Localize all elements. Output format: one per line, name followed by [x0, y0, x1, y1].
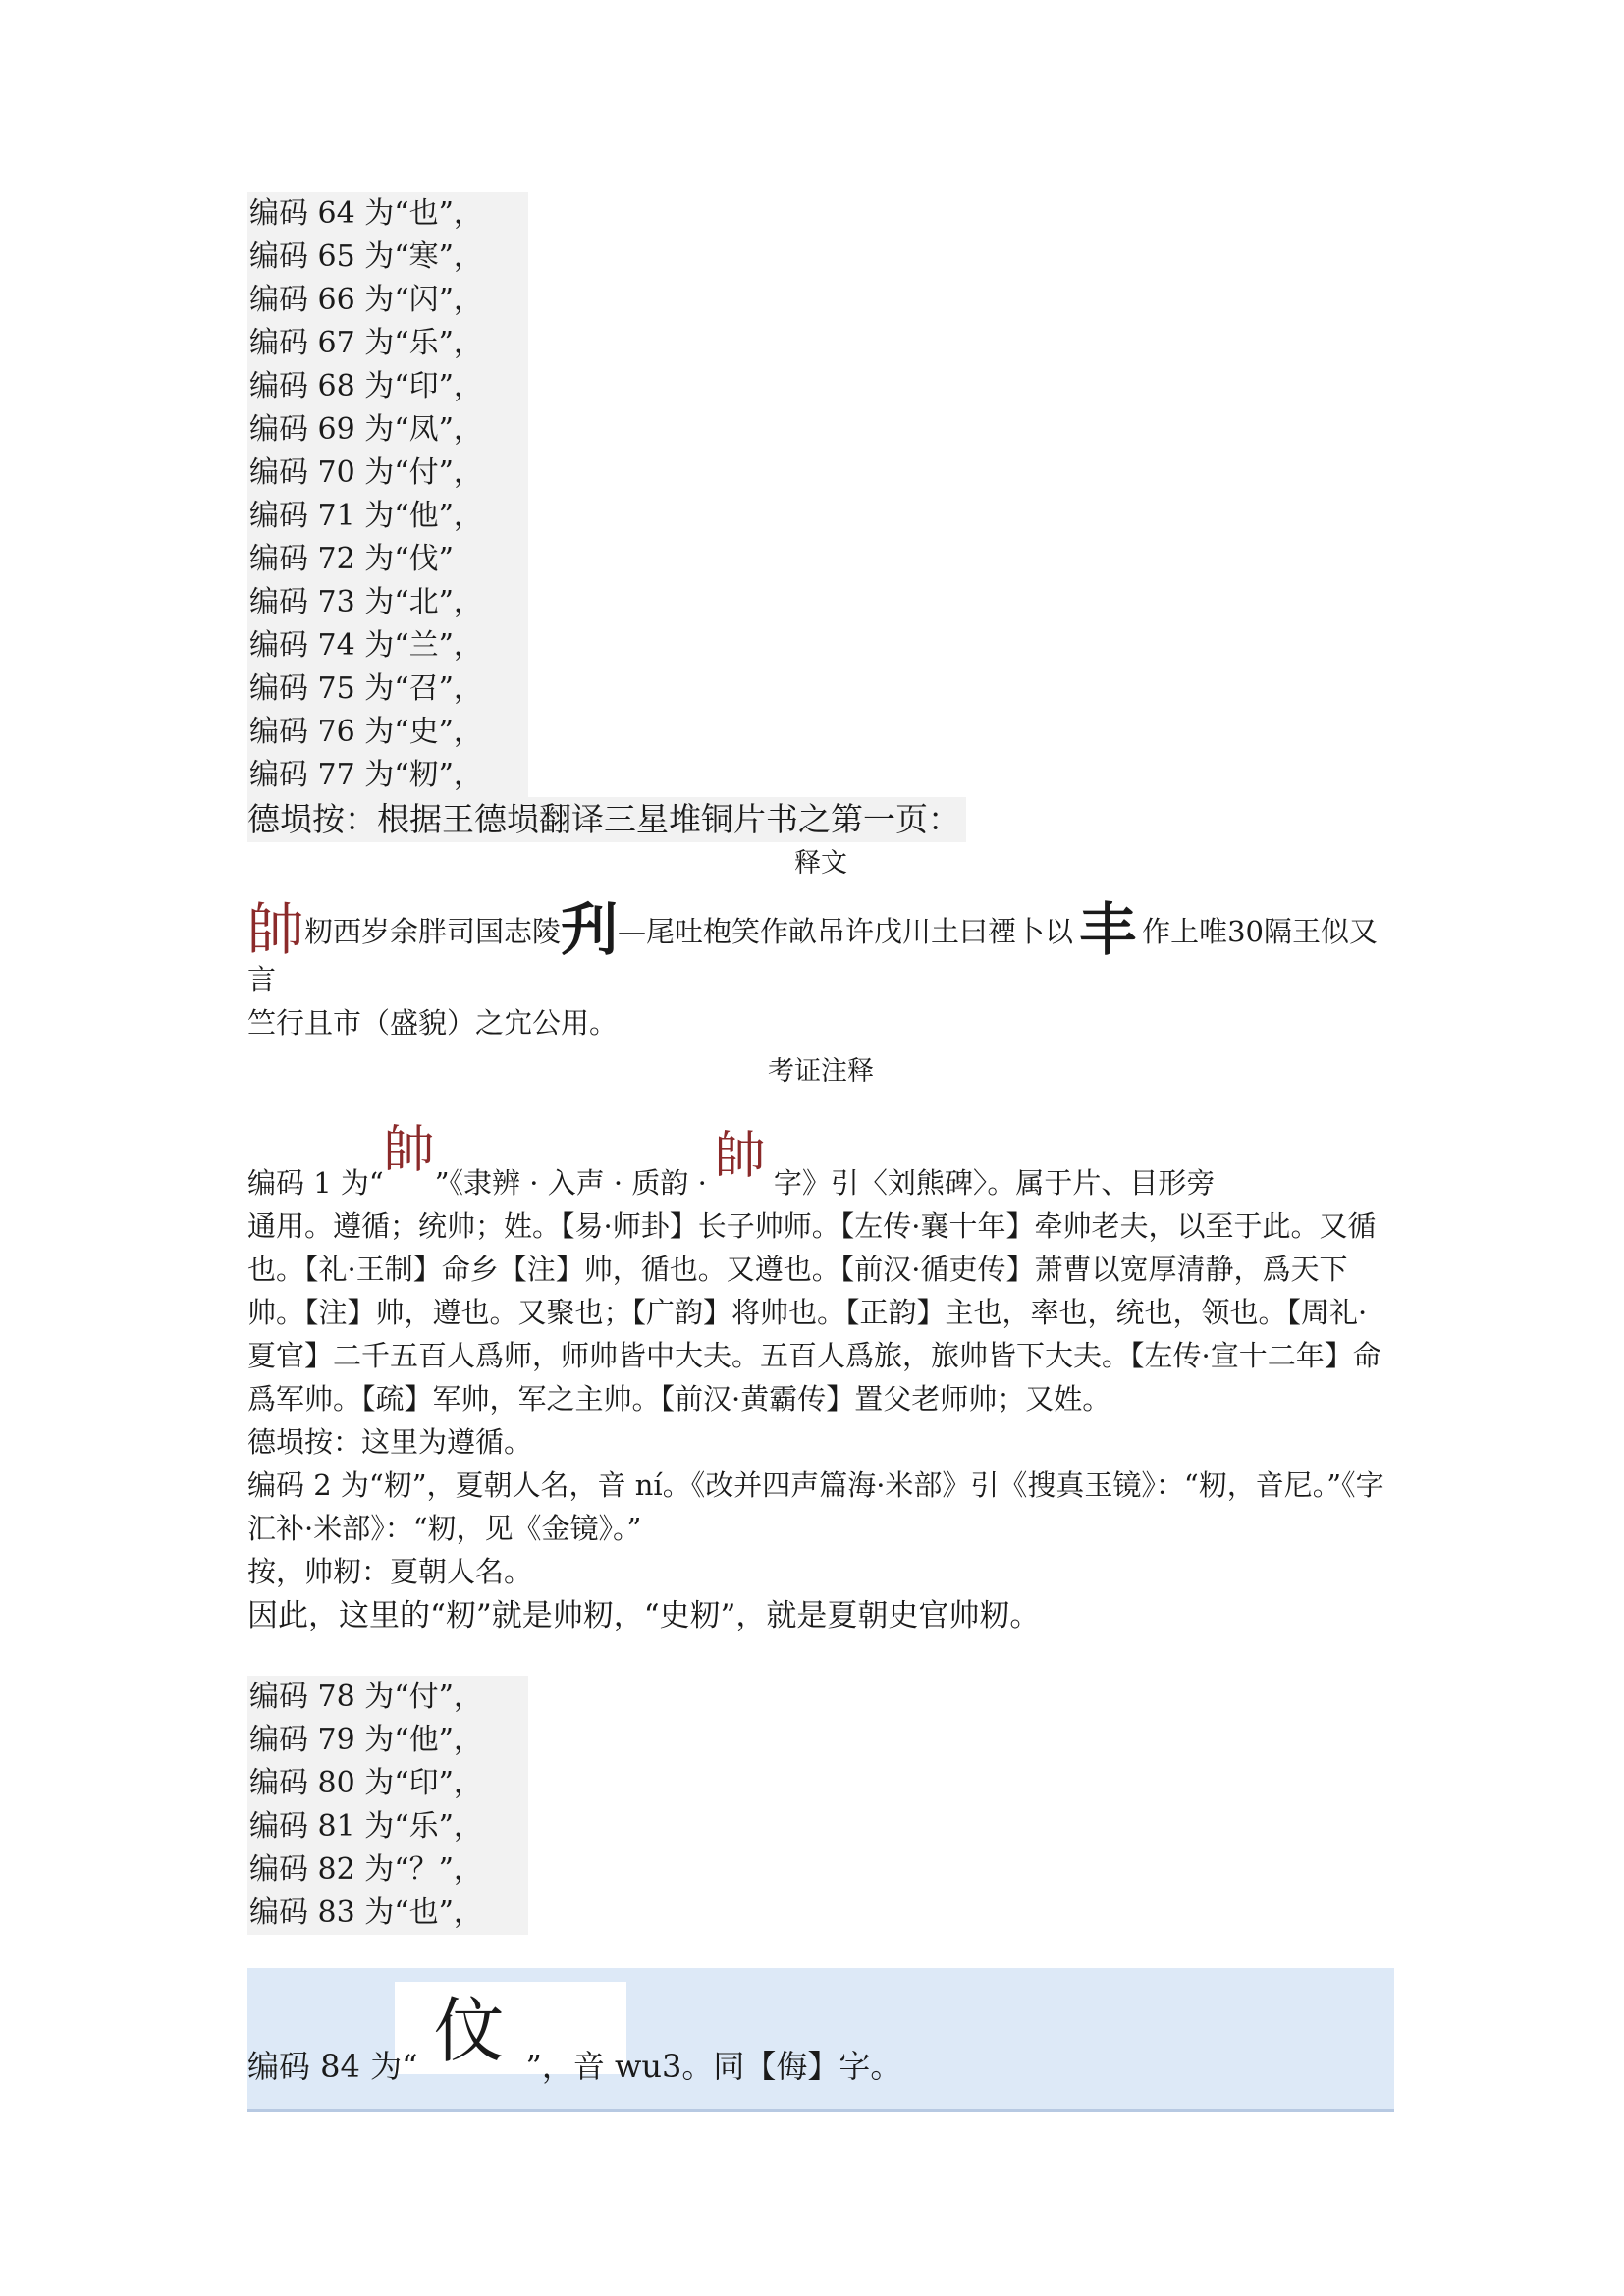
- note-2: 编码 2 为“籾”，夏朝人名，音 ní。《改并四声篇海·米部》引《搜真玉镜》：“籾，音尼。”《字汇补·米部》：“籾，见《金镜》。”: [247, 1468, 1384, 1545]
- code-line: 编码 74 为“兰”，: [249, 628, 483, 663]
- code-line: 编码 67 为“乐”，: [249, 326, 483, 360]
- highlight-box: [247, 1968, 1394, 2112]
- code-line: 编码 78 为“付”，: [249, 1680, 483, 1714]
- seal-glyph: 帥: [714, 1127, 766, 1186]
- note-1-comment: 德埙按：这里为遵循。: [247, 1425, 533, 1459]
- code-84-suffix: ”，音 wu3。同【侮】字。: [525, 2048, 902, 2085]
- code-line: 编码 80 为“印”，: [249, 1766, 483, 1800]
- code-line: 编码 79 为“他”，: [249, 1723, 483, 1757]
- code-line: 编码 70 为“付”，: [249, 455, 483, 490]
- intro-note: 德埙按：根据王德埙翻译三星堆铜片书之第一页：: [247, 797, 966, 842]
- code-list-b: [247, 1676, 528, 1935]
- note-2-comment: 按，帅籾：夏朝人名。: [247, 1555, 533, 1588]
- conclusion: 因此，这里的“籾”就是帅籾，“史籾”，就是夏朝史官帅籾。: [247, 1598, 1041, 1633]
- seal-glyph: 丰: [1079, 896, 1137, 963]
- translation-text: 作上唯30隔王似又言: [247, 915, 1378, 996]
- note-1: [247, 1121, 1394, 1464]
- translation-line-2: 竺行且市（盛貌）之宂公用。: [247, 1006, 619, 1040]
- note-1-body: 通用。遵循；统帅；姓。【易·师卦】长子帅师。【左传·襄十年】牵帅老夫，以至于此。又循也。【礼·王制】命乡【注】帅，循也。又遵也。【前汉·循吏传】萧曹以宽厚清静，爲天下帅。【注】帅，遵也。又聚也；【广韵】将帅也。【正韵】主也，率也，统也，领也。【周礼·夏官】二千五百人爲师，师帅皆中大夫。五百人爲旅，旅帅皆下大夫。【左传·宣十二年】命爲军帅。【疏】军帅，军之主帅。【前汉·黄霸传】置父老师帅；又姓。: [247, 1209, 1381, 1415]
- seal-glyph: 刋: [561, 896, 619, 963]
- note-1-suffix: 字》引〈刘熊碑〉。属于片、目形旁: [773, 1166, 1216, 1200]
- code-line: 编码 82 为“？”，: [249, 1852, 483, 1887]
- code-line: 编码 71 为“他”，: [249, 499, 483, 533]
- code-list-a: [247, 192, 528, 797]
- code-line: 编码 83 为“也”，: [249, 1896, 483, 1930]
- code-line: 编码 65 为“寒”，: [249, 240, 483, 274]
- translation-heading: 释文: [794, 848, 847, 879]
- code-line: 编码 72 为“伐”: [249, 542, 454, 576]
- code-84-block: [247, 1968, 1394, 2109]
- code-line: 编码 77 为“籾”，: [249, 758, 483, 792]
- code-84-prefix: 编码 84 为“: [247, 2048, 418, 2085]
- code-line: 编码 75 为“召”，: [249, 671, 483, 706]
- code-line: 编码 81 为“乐”，: [249, 1809, 483, 1843]
- code-line: 编码 68 为“印”，: [249, 369, 483, 403]
- translation-text: 籾西岁余胖司国志陵: [304, 915, 562, 948]
- code-line: 编码 66 为“闪”，: [249, 283, 483, 317]
- notes-heading: 考证注释: [768, 1056, 874, 1087]
- note-1-prefix: 编码 1 为“: [247, 1166, 384, 1200]
- seal-glyph: 帥: [383, 1121, 435, 1180]
- translation-paragraph: [247, 896, 1394, 1044]
- seal-glyph: 帥: [247, 896, 305, 963]
- translation-text: —尾吐枹笑作畝吊许戊川土曰禋卜以: [618, 915, 1074, 948]
- wu-glyph: 伩: [433, 1990, 505, 2072]
- page-body: [247, 192, 1394, 2109]
- code-line: 编码 76 为“史”，: [249, 715, 483, 749]
- note-1-mid: ”《隶辨 · 入声 · 质韵 ·: [434, 1166, 707, 1200]
- code-84-line: [247, 1990, 902, 2088]
- code-line: 编码 69 为“凤”，: [249, 412, 483, 447]
- code-line: 编码 64 为“也”，: [249, 196, 483, 231]
- code-line: 编码 73 为“北”，: [249, 585, 483, 619]
